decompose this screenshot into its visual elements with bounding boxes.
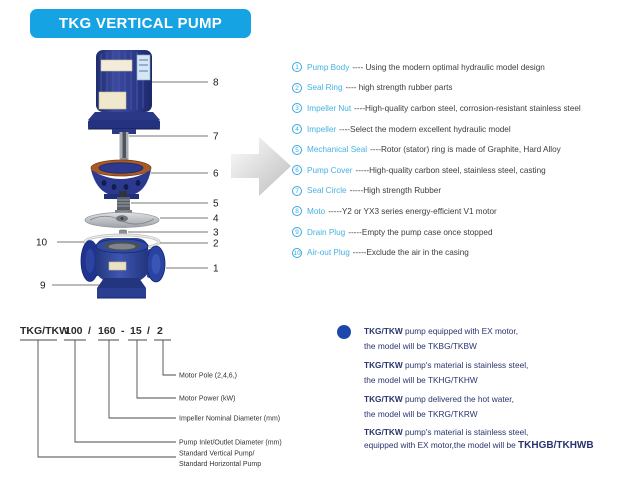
model-pole: 2 bbox=[157, 325, 163, 337]
note-text: the model will be TKBG/TKBW bbox=[364, 341, 477, 351]
note-text: pump's material is stainless steel, bbox=[402, 360, 529, 370]
part-desc: -----Y2 or YX3 series energy-efficient V1 motor bbox=[328, 206, 497, 216]
model-variant-notes bbox=[337, 324, 615, 456]
part-row-impeller bbox=[292, 119, 614, 140]
part-desc: ----Select the modern excellent hydraulic model bbox=[339, 124, 511, 134]
pump-exploded-diagram bbox=[0, 40, 310, 318]
part-number-badge: 8 bbox=[292, 206, 302, 216]
part-desc: -----High-quality carbon steel, stainless steel, casting bbox=[355, 165, 546, 175]
part-name: Seal Circle bbox=[307, 186, 347, 196]
part-number-badge: 3 bbox=[292, 103, 302, 113]
part-desc: ----High-quality carbon steel, corrosion-resistant stainless steel bbox=[354, 103, 581, 113]
arrow-right-icon bbox=[231, 137, 291, 196]
callout-3: 3 bbox=[213, 227, 219, 239]
model-connector-lines bbox=[38, 340, 176, 457]
note-text: the model will be TKHG/TKHW bbox=[364, 375, 478, 385]
model-sep2: - bbox=[121, 325, 125, 337]
pump-body-label bbox=[109, 262, 126, 270]
part-number-badge: 5 bbox=[292, 145, 302, 155]
part-name: Impeller Nut bbox=[307, 103, 352, 113]
part-desc: ---- Using the modern optimal hydraulic model design bbox=[352, 62, 545, 72]
model-inlet: 100 bbox=[65, 325, 83, 337]
part-name: Drain Plug bbox=[307, 227, 346, 237]
motor-label bbox=[101, 60, 132, 71]
note-brand: TKG/TKW bbox=[364, 427, 403, 437]
note-text: pump equipped with EX motor, bbox=[402, 326, 519, 336]
callout-6: 6 bbox=[213, 168, 219, 180]
bullet-icon bbox=[337, 325, 351, 339]
part-name: Air-out Plug bbox=[307, 248, 350, 258]
part-number-badge: 4 bbox=[292, 124, 302, 134]
part-row-pump-cover bbox=[292, 160, 614, 181]
note-model-highlight: TKHGB/TKHWB bbox=[518, 440, 594, 451]
part-row-drain-plug bbox=[292, 222, 614, 243]
callout-9: 9 bbox=[40, 280, 46, 292]
label-series-line2: Standard Horizontal Pump bbox=[179, 461, 262, 468]
part-desc: -----High strength Rubber bbox=[349, 186, 442, 196]
part-number-badge: 2 bbox=[292, 83, 302, 93]
callout-4: 4 bbox=[213, 213, 219, 225]
note-text: the model will be TKRG/TKRW bbox=[364, 409, 478, 419]
page-title: TKG VERTICAL PUMP bbox=[58, 15, 223, 32]
part-name: Pump Cover bbox=[307, 165, 353, 175]
part-row-seal-circle bbox=[292, 181, 614, 202]
note-brand: TKG/TKW bbox=[364, 394, 403, 404]
model-series: TKG/TKW bbox=[20, 325, 69, 337]
label-impeller-diameter: Impeller Nominal Diameter (mm) bbox=[179, 415, 281, 423]
part-number-badge: 7 bbox=[292, 186, 302, 196]
callout-10: 10 bbox=[36, 237, 48, 249]
note-brand: TKG/TKW bbox=[364, 326, 403, 336]
model-power: 15 bbox=[130, 325, 142, 337]
motor-illustration bbox=[88, 50, 160, 129]
label-series-line1: Standard Vertical Pump/ bbox=[179, 450, 255, 458]
pump-body-illustration bbox=[81, 238, 165, 298]
callout-7: 7 bbox=[213, 131, 219, 143]
note-stainless bbox=[364, 358, 615, 388]
part-row-air-out-plug bbox=[292, 242, 614, 263]
model-sep1: / bbox=[88, 325, 91, 337]
note-text: pump's material is stainless steel, bbox=[402, 427, 529, 437]
label-motor-power: Motor Power (kW) bbox=[179, 395, 236, 403]
part-name: Impeller bbox=[307, 124, 337, 134]
part-desc: -----Exclude the air in the casing bbox=[352, 248, 469, 258]
callout-5: 5 bbox=[213, 198, 219, 210]
part-desc: ----Rotor (stator) ring is made of Graphite, Hard Alloy bbox=[370, 145, 561, 155]
part-desc: ---- high strength rubber parts bbox=[345, 83, 453, 93]
note-text: pump delivered the hot water, bbox=[402, 394, 514, 404]
part-row-mechanical-seal bbox=[292, 139, 614, 160]
note-ex-motor bbox=[364, 324, 615, 354]
part-desc: -----Empty the pump case once stopped bbox=[348, 227, 493, 237]
note-brand: TKG/TKW bbox=[364, 360, 403, 370]
title-banner bbox=[30, 9, 251, 38]
motor-spec-label bbox=[99, 92, 126, 109]
part-number-badge: 10 bbox=[293, 249, 301, 257]
label-inlet-diameter: Pump Inlet/Outlet Diameter (mm) bbox=[179, 439, 282, 447]
callout-8: 8 bbox=[213, 77, 219, 89]
part-name: Mechanical Seal bbox=[307, 145, 368, 155]
motor-nameplate bbox=[137, 55, 150, 80]
part-row-pump-body bbox=[292, 57, 614, 78]
part-row-seal-ring bbox=[292, 78, 614, 99]
callout-1: 1 bbox=[213, 263, 219, 275]
note-stainless-ex bbox=[364, 426, 615, 452]
impeller-illustration bbox=[85, 211, 159, 228]
part-number-badge: 6 bbox=[292, 165, 302, 175]
model-sep3: / bbox=[147, 325, 150, 337]
callout-2: 2 bbox=[213, 238, 219, 250]
parts-list bbox=[292, 57, 614, 263]
part-name: Seal Ring bbox=[307, 83, 343, 93]
part-name: Pump Body bbox=[307, 62, 350, 72]
part-number-badge: 9 bbox=[292, 227, 302, 237]
note-text: equipped with EX motor,the model will be bbox=[364, 440, 519, 450]
note-hot-water bbox=[364, 392, 615, 422]
part-number-badge: 1 bbox=[292, 62, 302, 72]
part-name: Moto bbox=[307, 206, 326, 216]
label-motor-pole: Motor Pole (2,4,6,) bbox=[179, 372, 237, 380]
part-row-motor bbox=[292, 201, 614, 222]
shaft-illustration bbox=[112, 129, 136, 165]
part-row-impeller-nut bbox=[292, 98, 614, 119]
model-code-breakdown bbox=[0, 316, 330, 488]
model-impeller: 160 bbox=[98, 325, 116, 337]
